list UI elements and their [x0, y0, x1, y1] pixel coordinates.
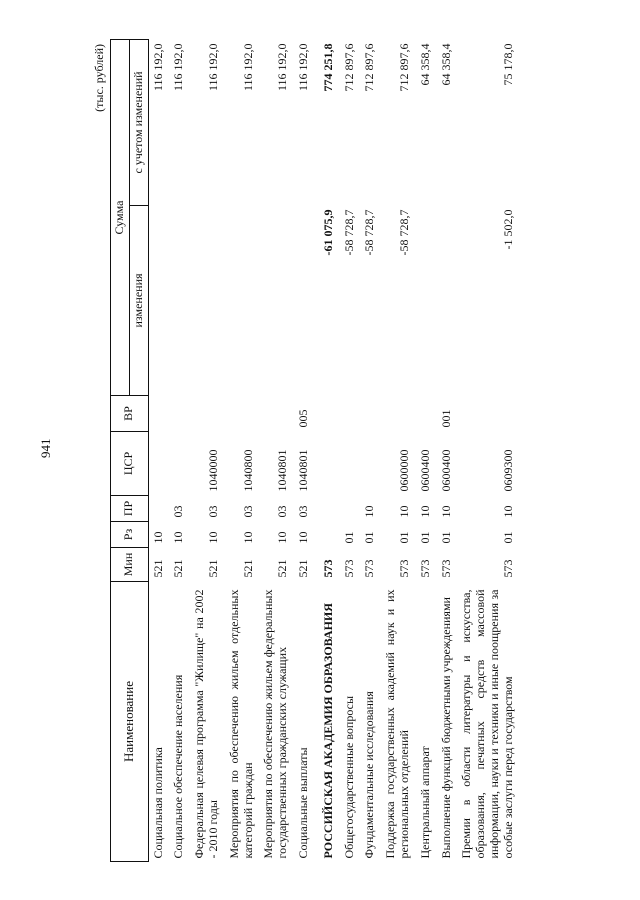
- row-min: 521: [295, 559, 310, 578]
- table-row: [190, 39, 225, 861]
- row-total: 712 897,6: [362, 43, 377, 92]
- row-name: Премии в области литературы и искусства, образования, печатных средств массовой информации, науки и техники и иные поощрения за особые заслуги перед государством: [459, 589, 515, 859]
- row-csr: 1040801: [275, 449, 290, 492]
- row-vr: [148, 396, 169, 432]
- row-min: 521: [171, 559, 186, 578]
- row-csr: 0600400: [438, 449, 453, 492]
- row-csr: 0600000: [396, 449, 411, 492]
- row-min: 573: [417, 559, 432, 578]
- row-name: Общегосударственные вопросы: [341, 695, 356, 859]
- row-pr: 10: [417, 505, 432, 518]
- table-row: [148, 39, 169, 861]
- row-name: РОССИЙСКАЯ АКАДЕМИЯ ОБРАЗОВАНИЯ: [320, 603, 335, 859]
- row-pr: [340, 496, 361, 522]
- row-min: 573: [396, 559, 411, 578]
- row-name: Фундаментальные исследования: [362, 691, 377, 859]
- row-csr: [360, 432, 381, 496]
- row-change: [190, 206, 225, 396]
- table-row: [225, 39, 260, 861]
- page-number: 941: [38, 438, 53, 458]
- row-pr: 03: [295, 505, 310, 518]
- header-vr: ВР: [111, 396, 149, 432]
- row-pr: 10: [362, 505, 377, 518]
- row-rz: 10: [205, 531, 220, 544]
- row-min: 521: [240, 559, 255, 578]
- row-total: 64 358,4: [417, 43, 432, 86]
- row-csr: 1040801: [295, 449, 310, 492]
- row-min: 573: [362, 559, 377, 578]
- row-rz: 10: [240, 531, 255, 544]
- row-pr: 10: [438, 505, 453, 518]
- row-pr: 03: [240, 505, 255, 518]
- row-pr: 03: [205, 505, 220, 518]
- row-csr: 1040800: [240, 449, 255, 492]
- units-note: (тыс. рублей): [92, 44, 106, 112]
- row-change: [294, 206, 315, 396]
- row-min: 573: [341, 559, 356, 578]
- table-row: [437, 39, 458, 861]
- row-change: [416, 206, 437, 396]
- budget-table: [110, 39, 520, 862]
- row-vr: [360, 396, 381, 432]
- row-vr: [259, 396, 294, 432]
- row-change: -58 728,7: [362, 209, 377, 256]
- row-vr: 001: [438, 409, 453, 428]
- header-min: Мин: [111, 548, 149, 582]
- row-rz: 10: [150, 531, 165, 544]
- row-min: 521: [275, 559, 290, 578]
- row-rz: 10: [295, 531, 310, 544]
- row-min: 521: [205, 559, 220, 578]
- row-change: -1 502,0: [500, 209, 515, 250]
- row-change: [169, 206, 190, 396]
- row-total: 64 358,4: [438, 43, 453, 86]
- row-csr: 1040000: [205, 449, 220, 492]
- row-total: 116 192,0: [171, 43, 186, 92]
- row-rz: 10: [275, 531, 290, 544]
- row-name: Поддержка государственных академий наук и их региональных отделений: [383, 589, 411, 859]
- row-change: [148, 206, 169, 396]
- row-csr: [148, 432, 169, 496]
- row-name: Центральный аппарат: [417, 746, 432, 859]
- table-row: [416, 39, 437, 861]
- row-name: Социальное обеспечение населения: [171, 674, 186, 859]
- row-rz: 01: [438, 531, 453, 544]
- row-rz: 01: [396, 531, 411, 544]
- row-change: -58 728,7: [396, 209, 411, 256]
- row-change: [437, 206, 458, 396]
- row-csr: [169, 432, 190, 496]
- row-change: [259, 206, 294, 396]
- row-name: Выполнение функций бюджетными учреждениями: [438, 597, 453, 859]
- row-change: -61 075,9: [320, 209, 335, 256]
- header-change: изменения: [129, 206, 148, 396]
- row-vr: [190, 396, 225, 432]
- row-min: 521: [150, 559, 165, 578]
- header-rz: Рз: [111, 522, 149, 548]
- header-sum: Сумма: [111, 39, 130, 395]
- row-total: 116 192,0: [205, 43, 220, 92]
- row-rz: [315, 522, 340, 548]
- row-csr: 0600400: [417, 449, 432, 492]
- row-rz: 01: [362, 531, 377, 544]
- row-min: 573: [438, 559, 453, 578]
- row-total: 712 897,6: [341, 43, 356, 92]
- row-change: -58 728,7: [341, 209, 356, 256]
- table-row: [457, 39, 519, 861]
- row-csr: [340, 432, 361, 496]
- header-csr: ЦСР: [111, 432, 149, 496]
- row-pr: 03: [171, 505, 186, 518]
- row-total: 116 192,0: [240, 43, 255, 92]
- row-pr: 10: [500, 505, 515, 518]
- table-row-section: [315, 39, 340, 861]
- row-min: 573: [500, 559, 515, 578]
- row-csr: 0609300: [500, 449, 515, 492]
- row-vr: 005: [295, 409, 310, 428]
- rotated-table-sheet: [92, 40, 612, 862]
- row-rz: 01: [500, 531, 515, 544]
- row-rz: 01: [341, 531, 356, 544]
- row-vr: [416, 396, 437, 432]
- table-row: [360, 39, 381, 861]
- table-row: [340, 39, 361, 861]
- table-row: [169, 39, 190, 861]
- row-pr: 10: [396, 505, 411, 518]
- row-csr: [315, 432, 340, 496]
- table-row: [259, 39, 294, 861]
- row-total: 116 192,0: [295, 43, 310, 92]
- row-name: Социальные выплаты: [295, 747, 310, 859]
- row-pr: [315, 496, 340, 522]
- row-total: 774 251,8: [320, 43, 335, 92]
- row-total: 75 178,0: [500, 43, 515, 86]
- row-total: 712 897,6: [396, 43, 411, 92]
- table-header: [111, 39, 149, 861]
- header-pr: ПР: [111, 496, 149, 522]
- table-row: [381, 39, 416, 861]
- row-pr: 03: [275, 505, 290, 518]
- row-vr: [457, 396, 519, 432]
- row-vr: [225, 396, 260, 432]
- row-name: Мероприятия по обеспечению жильем отдельных категорий граждан: [226, 589, 255, 859]
- row-name: Мероприятия по обеспечению жильем федеральных государственных гражданских служащих: [261, 589, 290, 859]
- row-name: Социальная политика: [150, 747, 165, 859]
- row-change: [225, 206, 260, 396]
- row-vr: [340, 396, 361, 432]
- row-vr: [315, 396, 340, 432]
- row-vr: [169, 396, 190, 432]
- row-rz: 01: [417, 531, 432, 544]
- row-total: 116 192,0: [275, 43, 290, 92]
- row-name: Федеральная целевая программа "Жилище" на 2002 - 2010 годы: [192, 589, 220, 859]
- row-rz: 10: [171, 531, 186, 544]
- row-pr: [148, 496, 169, 522]
- table-row: [294, 39, 315, 861]
- header-with-change: с учетом изменений: [129, 39, 148, 205]
- row-vr: [381, 396, 416, 432]
- row-min: 573: [320, 559, 335, 578]
- header-name: Наименование: [111, 582, 149, 862]
- row-total: 116 192,0: [150, 43, 165, 92]
- table-body: [148, 39, 519, 861]
